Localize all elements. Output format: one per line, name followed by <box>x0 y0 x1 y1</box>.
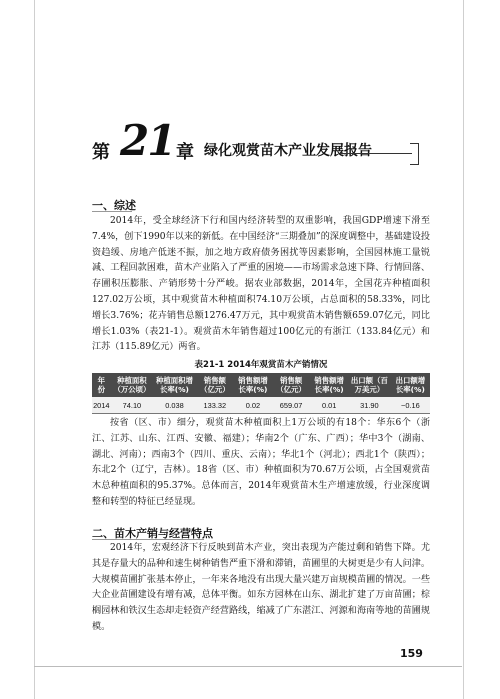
table-header-cell: 销售额增长率(%) <box>310 373 348 397</box>
section-title-overview: 一、综述 <box>92 199 136 212</box>
table-header-cell: 销售额增长率(%) <box>234 373 272 397</box>
chapter-prefix: 第 <box>92 142 110 163</box>
chapter-bracket-ornament <box>410 143 419 165</box>
table-cell: 2014 <box>92 397 111 414</box>
table-cell: 133.32 <box>196 397 234 414</box>
table-cell: 659.07 <box>272 397 310 414</box>
paragraph-overview: 2014年，受全球经济下行和国内经济转型的双重影响，我国GDP增速下滑至7.4%，创下1990年以来的新低。在中国经济“三期叠加”的深度调整中，基础建设投资趋缓、房地产低迷不振，加之地方政府债务困扰等因素影响，全国园林施工量锐减、工程回款困难，苗木产业陷入了严重的困境——市场需求急速下降、行情回落、存圃积压膨胀、产销形势十分严峻。据农业部数据，2014年，全国花卉种植面积127.02万公顷，其中观赏苗木种植面积74.10万公顷，占总面积的58.33%，同比增长3.76%；花卉销售总额1276.47万元，其中观赏苗木销售额659.07亿元，同比增长1.03%（表21-1）。观赏苗木年销售超过100亿元的有浙江（133.84亿元）和江苏（115.89亿元）两省。 <box>92 216 430 353</box>
table-cell: 0.01 <box>310 397 348 414</box>
page-number: 159 <box>400 647 423 660</box>
table-header-cell: 出口额（百万美元） <box>348 373 391 397</box>
chapter-suffix: 章 <box>176 142 194 163</box>
table-cell: 74.10 <box>111 397 154 414</box>
section-title-characteristics: 二、苗木产销与经营特点 <box>92 527 213 540</box>
table-caption: 表21-1 2014年观赏苗木产销情况 <box>194 360 328 370</box>
chapter-heading <box>54 116 474 176</box>
table-header-cell: 种植面积增长率(%) <box>153 373 195 397</box>
table-cell: 31.90 <box>348 397 391 414</box>
footer-rule <box>34 666 462 667</box>
section-underline <box>92 211 132 212</box>
chapter-rule <box>340 153 412 154</box>
table-header-cell: 出口额增长率(%) <box>391 373 430 397</box>
table-cell: 0.038 <box>153 397 195 414</box>
paragraph-regional-breakdown: 按省（区、市）细分，观赏苗木种植面积上1万公顷的有18个：华东6个（浙江、江苏、山东、江西、安徽、福建）；华南2个（广东、广西）；华中3个（湖南、湖北、河南）；西南3个（四川、重庆、云南）；华北1个（河北）；西北1个（陕西）；东北2个（辽宁，吉林）。18省（区、市）种植面积为70.67万公顷，占全国观赏苗木总种植面积的95.37%。总体而言，2014年观赏苗木生产增速放缓，行业深度调整和转型的特征已经显现。 <box>92 418 430 507</box>
section-underline <box>92 539 204 540</box>
table-cell: −0.16 <box>391 397 430 414</box>
table-header-cell: 销售额（亿元） <box>272 373 310 397</box>
table-header-cell: 销售额（亿元） <box>196 373 234 397</box>
chapter-title: 绿化观赏苗木产业发展报告 <box>204 143 372 159</box>
table-header-cell: 年份 <box>92 373 111 397</box>
table-cell: 0.02 <box>234 397 272 414</box>
paragraph-characteristics: 2014年，宏观经济下行反映到苗木产业，突出表现为产能过剩和销售下降。尤其是存量大的品种和速生树种销售严重下滑和滞销，苗圃里的大树更是少有人问津。大规模苗圃扩张基本停止，一年来各地没有出现大量兴建万亩规模苗圃的情况。一些大企业苗圃建设有增有减，总体平衡。如东方园林在山东、湖北扩建了万亩苗圃；棕榈园林和铁汉生态却走轻资产经营路线，缩减了广东湛江、河源和海南等地的苗圃规模。 <box>92 543 430 632</box>
table-header-cell: 种植面积（万公顷） <box>111 373 154 397</box>
chapter-number: 21 <box>120 116 175 165</box>
table-header-row <box>92 373 430 397</box>
table-row <box>92 397 430 414</box>
sales-table <box>92 373 430 414</box>
